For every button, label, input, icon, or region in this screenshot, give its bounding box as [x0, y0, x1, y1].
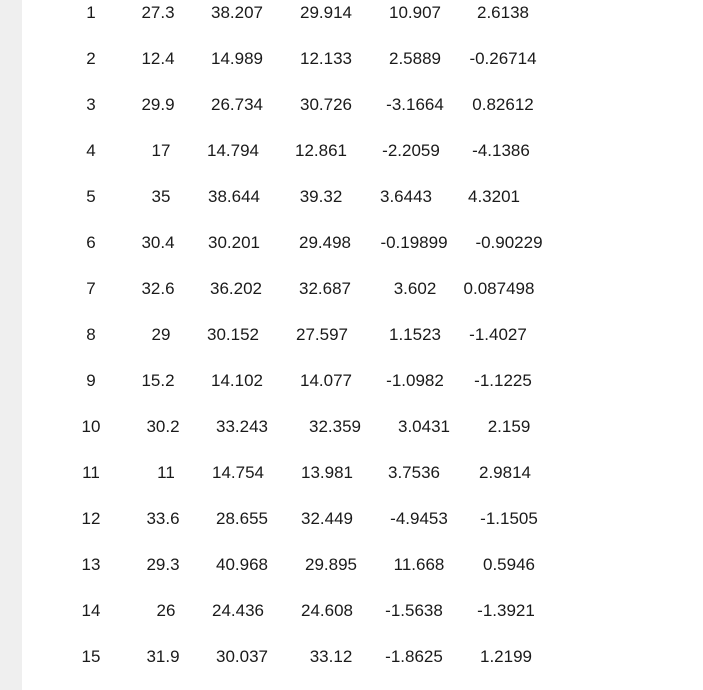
row-number: 14 [81, 601, 101, 620]
col-1-value: 11 [157, 463, 175, 482]
col-3-value: 30.726 [300, 95, 352, 114]
row-number: 4 [86, 141, 96, 160]
col-4-value: -1.0982 [386, 371, 444, 390]
row-number: 8 [86, 325, 96, 344]
col-3-value: 29.895 [305, 555, 357, 574]
data-table [22, 0, 703, 690]
table-row [22, 277, 703, 301]
col-4-value: 3.6443 [380, 187, 432, 206]
col-3-value: 32.687 [299, 279, 351, 298]
col-1-value: 29 [151, 325, 171, 344]
col-4-value: 1.1523 [389, 325, 441, 344]
col-5-value: -1.4027 [469, 325, 527, 344]
col-3-value: 14.077 [300, 371, 352, 390]
col-5-value: -0.90229 [475, 233, 543, 252]
row-number: 12 [81, 509, 101, 528]
col-4-value: 3.602 [393, 279, 437, 298]
table-row [22, 461, 703, 485]
col-2-value: 14.754 [212, 463, 264, 482]
row-number: 3 [86, 95, 96, 114]
col-4-value: -1.5638 [385, 601, 443, 620]
col-5-value: -1.1505 [480, 509, 538, 528]
col-4-value: -2.2059 [382, 141, 440, 160]
left-gutter [0, 0, 22, 690]
col-1-value: 15.2 [141, 371, 175, 390]
col-3-value: 29.498 [299, 233, 351, 252]
col-3-value: 12.133 [300, 49, 352, 68]
row-number: 13 [81, 555, 101, 574]
col-5-value: 1.2199 [480, 647, 532, 666]
col-5-value: -1.1225 [474, 371, 532, 390]
col-1-value: 33.6 [146, 509, 180, 528]
col-2-value: 40.968 [216, 555, 268, 574]
col-2-value: 38.644 [208, 187, 260, 206]
col-5-value: 2.6138 [477, 3, 529, 22]
row-number: 9 [86, 371, 96, 390]
col-1-value: 29.3 [146, 555, 180, 574]
col-5-value: -0.26714 [469, 49, 537, 68]
row-number: 15 [81, 647, 101, 666]
col-5-value: 0.5946 [483, 555, 535, 574]
col-5-value: 0.087498 [463, 279, 535, 298]
col-5-value: -1.3921 [477, 601, 535, 620]
col-1-value: 26 [156, 601, 176, 620]
table-row [22, 645, 703, 669]
col-2-value: 30.201 [208, 233, 260, 252]
row-number: 11 [82, 463, 100, 482]
col-5-value: -4.1386 [472, 141, 530, 160]
table-row [22, 369, 703, 393]
col-5-value: 4.3201 [468, 187, 520, 206]
table-row [22, 231, 703, 255]
col-3-value: 32.449 [301, 509, 353, 528]
col-1-value: 29.9 [141, 95, 175, 114]
col-2-value: 30.152 [207, 325, 259, 344]
col-4-value: 2.5889 [389, 49, 441, 68]
table-row [22, 185, 703, 209]
table-row [22, 139, 703, 163]
col-1-value: 17 [151, 141, 171, 160]
col-4-value: -0.19899 [380, 233, 448, 252]
col-4-value: 3.7536 [388, 463, 440, 482]
row-number: 10 [81, 417, 101, 436]
col-3-value: 24.608 [301, 601, 353, 620]
table-row [22, 93, 703, 117]
col-5-value: 0.82612 [472, 95, 534, 114]
table-row [22, 507, 703, 531]
col-3-value: 39.32 [299, 187, 343, 206]
col-4-value: -3.1664 [386, 95, 444, 114]
col-2-value: 36.202 [210, 279, 262, 298]
table-row [22, 415, 703, 439]
col-2-value: 33.243 [216, 417, 268, 436]
col-1-value: 27.3 [141, 3, 175, 22]
col-1-value: 30.4 [141, 233, 175, 252]
col-3-value: 27.597 [296, 325, 348, 344]
col-2-value: 30.037 [216, 647, 268, 666]
col-2-value: 14.102 [211, 371, 263, 390]
col-5-value: 2.159 [487, 417, 531, 436]
col-4-value: 3.0431 [398, 417, 450, 436]
row-number: 1 [86, 3, 96, 22]
row-number: 6 [86, 233, 96, 252]
col-3-value: 29.914 [300, 3, 352, 22]
col-2-value: 38.207 [211, 3, 263, 22]
col-4-value: 10.907 [389, 3, 441, 22]
col-4-value: -1.8625 [385, 647, 443, 666]
col-2-value: 24.436 [212, 601, 264, 620]
col-1-value: 12.4 [141, 49, 175, 68]
row-number: 5 [86, 187, 96, 206]
col-2-value: 14.794 [207, 141, 259, 160]
col-1-value: 31.9 [146, 647, 180, 666]
col-3-value: 32.359 [309, 417, 361, 436]
table-row [22, 47, 703, 71]
col-5-value: 2.9814 [479, 463, 531, 482]
col-2-value: 28.655 [216, 509, 268, 528]
col-4-value: -4.9453 [390, 509, 448, 528]
row-number: 2 [86, 49, 96, 68]
table-row [22, 323, 703, 347]
col-1-value: 35 [151, 187, 171, 206]
row-number: 7 [86, 279, 96, 298]
col-1-value: 32.6 [141, 279, 175, 298]
col-1-value: 30.2 [146, 417, 180, 436]
col-2-value: 14.989 [211, 49, 263, 68]
col-3-value: 12.861 [295, 141, 347, 160]
table-row [22, 599, 703, 623]
col-3-value: 33.12 [309, 647, 353, 666]
col-3-value: 13.981 [301, 463, 353, 482]
col-2-value: 26.734 [211, 95, 263, 114]
table-row [22, 1, 703, 25]
col-4-value: 11.668 [393, 555, 445, 574]
table-row [22, 553, 703, 577]
